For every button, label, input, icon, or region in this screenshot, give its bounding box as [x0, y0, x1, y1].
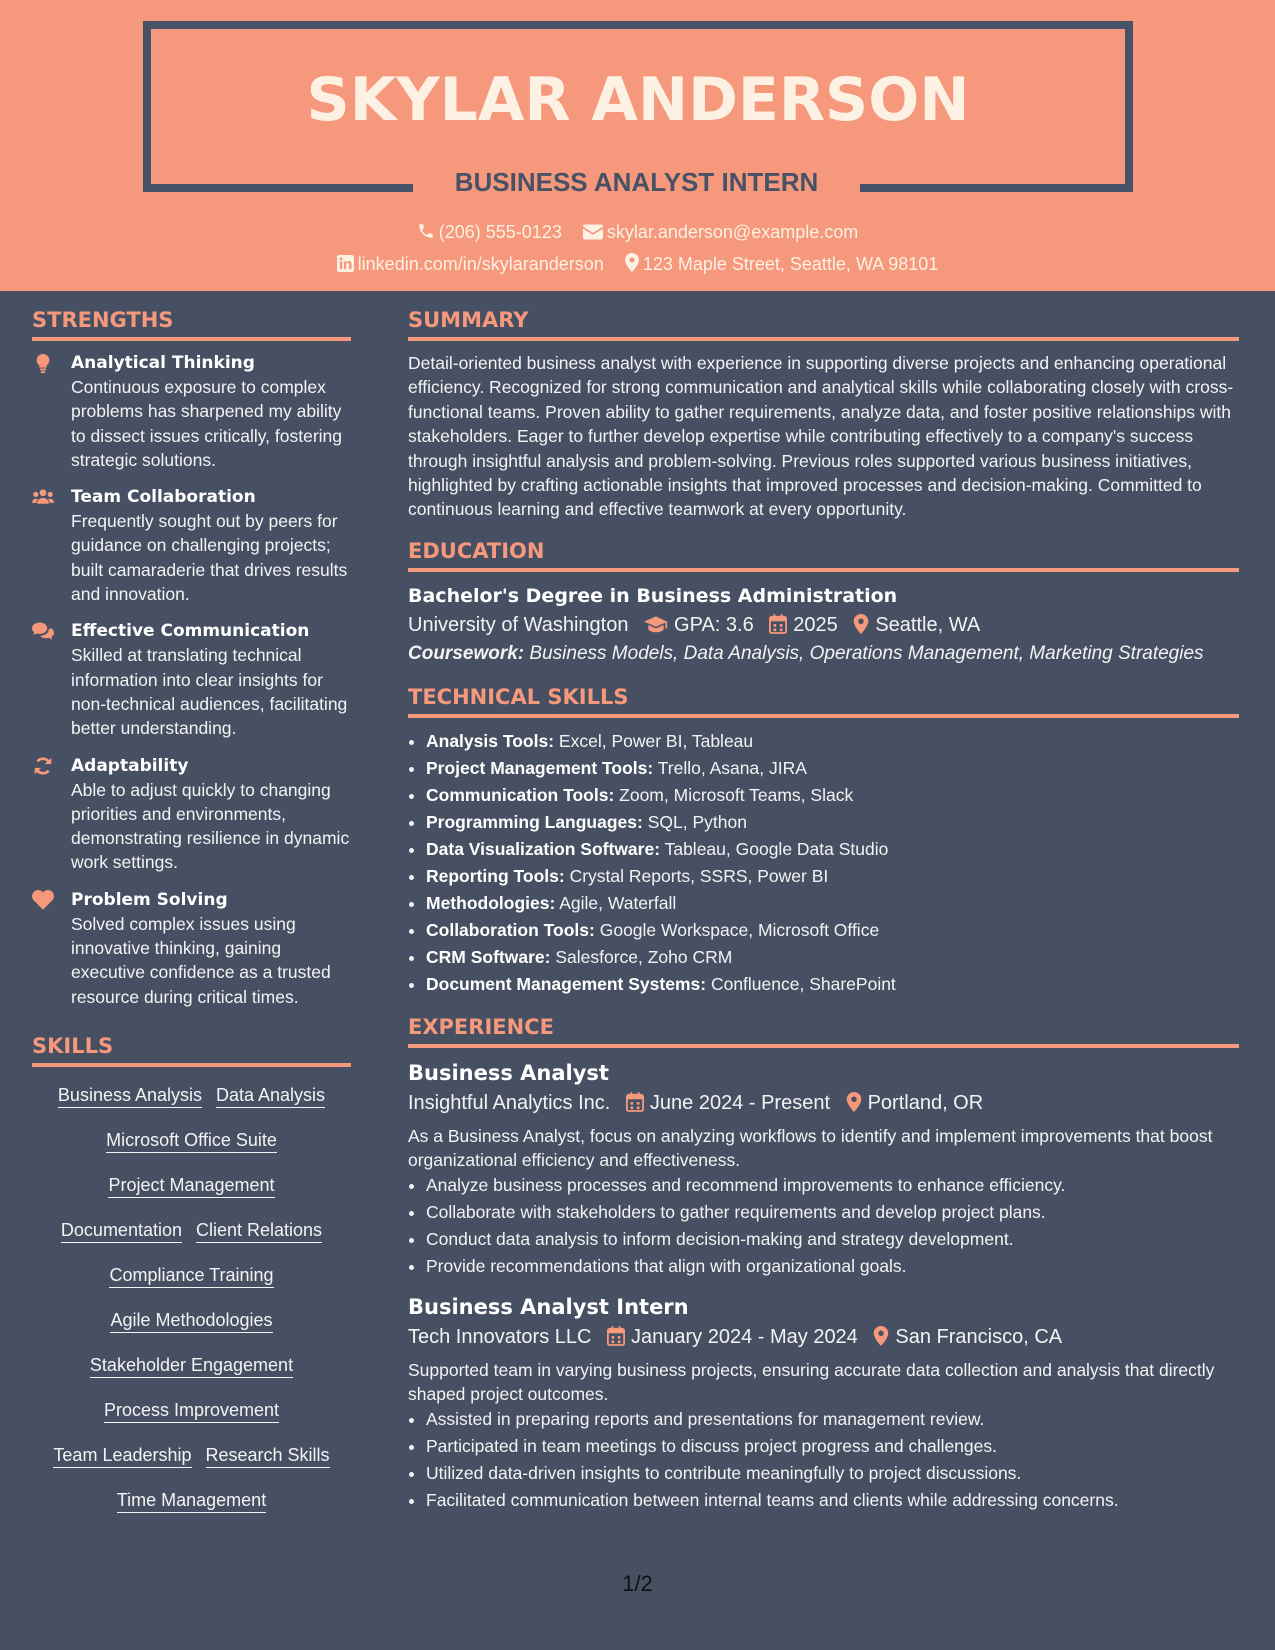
map-marker-icon — [625, 253, 639, 272]
phone-text: (206) 555-0123 — [438, 222, 562, 242]
skill-chip: Agile Methodologies — [110, 1308, 272, 1333]
technical-skills-title: TECHNICAL SKILLS — [408, 680, 1239, 718]
skill-chip: Microsoft Office Suite — [106, 1128, 277, 1153]
strength-item — [32, 485, 351, 606]
strength-desc: Solved complex issues using innovative thinking, gaining executive confidence as a trusted resource during critical times. — [71, 913, 331, 1007]
list-item — [426, 836, 1239, 863]
experience-title: EXPERIENCE — [408, 1010, 1239, 1048]
graduation-cap-icon — [644, 616, 668, 634]
left-column — [32, 303, 351, 1533]
tech-label: Reporting Tools: — [426, 865, 565, 886]
tech-value: Confluence, SharePoint — [710, 973, 896, 994]
job-bullets — [408, 1172, 1239, 1280]
skill-chip: Client Relations — [196, 1218, 322, 1243]
skill-chip: Documentation — [61, 1218, 182, 1243]
list-item — [426, 944, 1239, 971]
list-item: • Provide recommendations that align with organizational goals. — [426, 1253, 1239, 1280]
job-title: Business Analyst — [408, 1060, 609, 1085]
skill-chip: Stakeholder Engagement — [90, 1353, 293, 1378]
address-contact — [625, 252, 939, 276]
comments-icon — [32, 620, 54, 642]
degree-name: Bachelor's Degree in Business Administration — [408, 584, 898, 607]
gpa-text: GPA: 3.6 — [674, 613, 754, 636]
skill-chip: Process Improvement — [104, 1398, 279, 1423]
skill-chip: Team Leadership — [53, 1443, 191, 1468]
tech-label: Methodologies: — [426, 892, 556, 913]
tech-label: Document Management Systems: — [426, 973, 707, 994]
school-location: Seattle, WA — [875, 613, 981, 636]
skill-chip: Research Skills — [206, 1443, 330, 1468]
list-item — [426, 971, 1239, 998]
calendar-icon — [607, 1326, 625, 1346]
phone-contact — [417, 220, 562, 244]
tech-label: Communication Tools: — [426, 784, 615, 805]
job-description: Supported team in varying business projects, ensuring accurate data collection and analysis that directly shaped project outcomes. — [408, 1359, 1215, 1404]
strength-desc: Frequently sought out by peers for guidance on challenging projects; built camaraderie that drives results and innovation. — [71, 511, 348, 605]
address-text: 123 Maple Street, Seattle, WA 98101 — [642, 254, 939, 274]
list-item: • Assisted in preparing reports and presentations for management review. — [426, 1406, 1239, 1433]
email-text[interactable]: skylar.anderson@example.com — [606, 222, 859, 242]
list-item — [426, 863, 1239, 890]
list-item — [426, 755, 1239, 782]
job-bullets — [408, 1406, 1239, 1514]
sync-icon — [32, 755, 54, 777]
right-column — [408, 303, 1239, 1526]
tech-label: CRM Software: — [426, 946, 551, 967]
strength-title: Problem Solving — [71, 889, 228, 910]
phone-icon — [417, 222, 435, 240]
tech-value: SQL, Python — [647, 811, 747, 832]
tech-label: Collaboration Tools: — [426, 919, 595, 940]
list-item — [426, 782, 1239, 809]
strength-item — [32, 351, 351, 472]
strength-item — [32, 619, 351, 740]
calendar-icon — [769, 614, 787, 634]
company-name: Insightful Analytics Inc. — [408, 1091, 611, 1114]
education-title: EDUCATION — [408, 534, 1239, 572]
strength-title: Analytical Thinking — [71, 353, 255, 373]
graduation-year: 2025 — [793, 613, 838, 636]
coursework-label: Coursework: — [408, 642, 525, 664]
summary-title: SUMMARY — [408, 303, 1239, 341]
job-meta — [408, 1088, 1239, 1118]
skill-chip: Time Management — [117, 1488, 266, 1513]
job-dates: June 2024 - Present — [649, 1091, 831, 1114]
job-location: Portland, OR — [867, 1091, 984, 1114]
job-entry — [408, 1292, 1239, 1514]
strength-desc: Skilled at translating technical information into clear insights for non-technical audiences, facilitating better understanding. — [71, 645, 348, 739]
tech-value: Salesforce, Zoho CRM — [555, 946, 733, 967]
coursework-text: Business Models, Data Analysis, Operations Management, Marketing Strategies — [529, 642, 1204, 664]
skills-title: SKILLS — [32, 1029, 351, 1067]
skill-chip: Project Management — [108, 1173, 274, 1198]
tech-label: Programming Languages: — [426, 811, 643, 832]
strength-title: Adaptability — [71, 755, 189, 776]
strength-item — [32, 754, 351, 875]
linkedin-contact[interactable] — [337, 252, 604, 276]
tech-label: Project Management Tools: — [426, 757, 654, 778]
tech-value: Excel, Power BI, Tableau — [558, 730, 754, 751]
envelope-icon — [583, 224, 603, 240]
job-location: San Francisco, CA — [895, 1325, 1063, 1348]
contact-row-1 — [0, 220, 1275, 244]
summary-text: Detail-oriented business analyst with experience in supporting diverse projects and enhancing operational efficiency. Recognized for strong communication and analytical skills while collaborating closely with cross-functional teams. Proven ability to gather requirements, analyze data, and foster positive relationships with stakeholders. Eager to further develop expertise while contributing effectively to a company's success through insightful analysis and problem-solving. Previous roles supported various business initiatives, highlighted by crafting actionable insights that improved processes and decision-making. Committed to continuous learning and effective teamwork at every opportunity. — [408, 353, 1234, 520]
list-item: • Participated in team meetings to discuss project progress and challenges. — [426, 1433, 1239, 1460]
candidate-role: BUSINESS ANALYST INTERN — [454, 167, 819, 197]
resume-header — [0, 0, 1275, 291]
tech-value: Zoom, Microsoft Teams, Slack — [619, 784, 854, 805]
tech-value: Tableau, Google Data Studio — [664, 838, 889, 859]
skills-cloud — [32, 1083, 351, 1533]
strengths-title: STRENGTHS — [32, 303, 351, 341]
list-item: • Analyze business processes and recommend improvements to enhance efficiency. — [426, 1172, 1239, 1199]
candidate-name: SKYLAR ANDERSON — [306, 65, 970, 135]
strength-title: Team Collaboration — [71, 487, 256, 508]
linkedin-text[interactable]: linkedin.com/in/skylaranderson — [357, 254, 604, 274]
list-item: • Facilitated communication between internal teams and clients while addressing concerns. — [426, 1487, 1239, 1514]
email-contact[interactable] — [583, 220, 858, 244]
tech-label: Analysis Tools: — [426, 730, 555, 751]
skill-chip: Business Analysis — [58, 1083, 202, 1108]
strength-item — [32, 888, 351, 1009]
technical-skills-list — [408, 728, 1239, 998]
coursework — [408, 642, 1239, 666]
strength-title: Effective Communication — [71, 621, 310, 642]
tech-value: Crystal Reports, SSRS, Power BI — [569, 865, 829, 886]
page-number: 1/2 — [622, 1571, 653, 1596]
strength-desc: Able to adjust quickly to changing priorities and environments, demonstrating resilience in dynamic work settings. — [71, 779, 350, 873]
job-title: Business Analyst Intern — [408, 1294, 689, 1319]
map-marker-icon — [846, 1092, 862, 1112]
skill-chip: Compliance Training — [109, 1263, 273, 1288]
job-meta — [408, 1322, 1239, 1352]
linkedin-icon — [337, 255, 354, 272]
contact-row-2 — [0, 252, 1275, 276]
list-item — [426, 809, 1239, 836]
calendar-icon — [626, 1092, 644, 1112]
tech-value: Google Workspace, Microsoft Office — [599, 919, 880, 940]
lightbulb-icon — [32, 352, 54, 374]
job-dates: January 2024 - May 2024 — [631, 1325, 858, 1348]
list-item: • Utilized data-driven insights to contribute meaningfully to project discussions. — [426, 1460, 1239, 1487]
skill-chip: Data Analysis — [216, 1083, 325, 1108]
list-item — [426, 917, 1239, 944]
job-entry — [408, 1058, 1239, 1280]
map-marker-icon — [873, 1326, 889, 1346]
users-icon — [32, 486, 54, 508]
list-item — [426, 728, 1239, 755]
heart-icon — [32, 889, 54, 911]
school-name: University of Washington — [408, 613, 629, 636]
job-description: As a Business Analyst, focus on analyzing workflows to identify and implement improvements that boost organizational efficiency and effectiveness. — [408, 1125, 1213, 1170]
list-item: • Conduct data analysis to inform decision-making and strategy development. — [426, 1226, 1239, 1253]
list-item: • Collaborate with stakeholders to gather requirements and develop project plans. — [426, 1199, 1239, 1226]
tech-value: Agile, Waterfall — [559, 892, 677, 913]
education-meta — [408, 610, 1239, 640]
tech-value: Trello, Asana, JIRA — [657, 757, 807, 778]
company-name: Tech Innovators LLC — [408, 1325, 592, 1348]
map-marker-icon — [853, 614, 869, 634]
tech-label: Data Visualization Software: — [426, 838, 661, 859]
list-item — [426, 890, 1239, 917]
strength-desc: Continuous exposure to complex problems has sharpened my ability to dissect issues critically, fostering strategic solutions. — [71, 377, 343, 470]
